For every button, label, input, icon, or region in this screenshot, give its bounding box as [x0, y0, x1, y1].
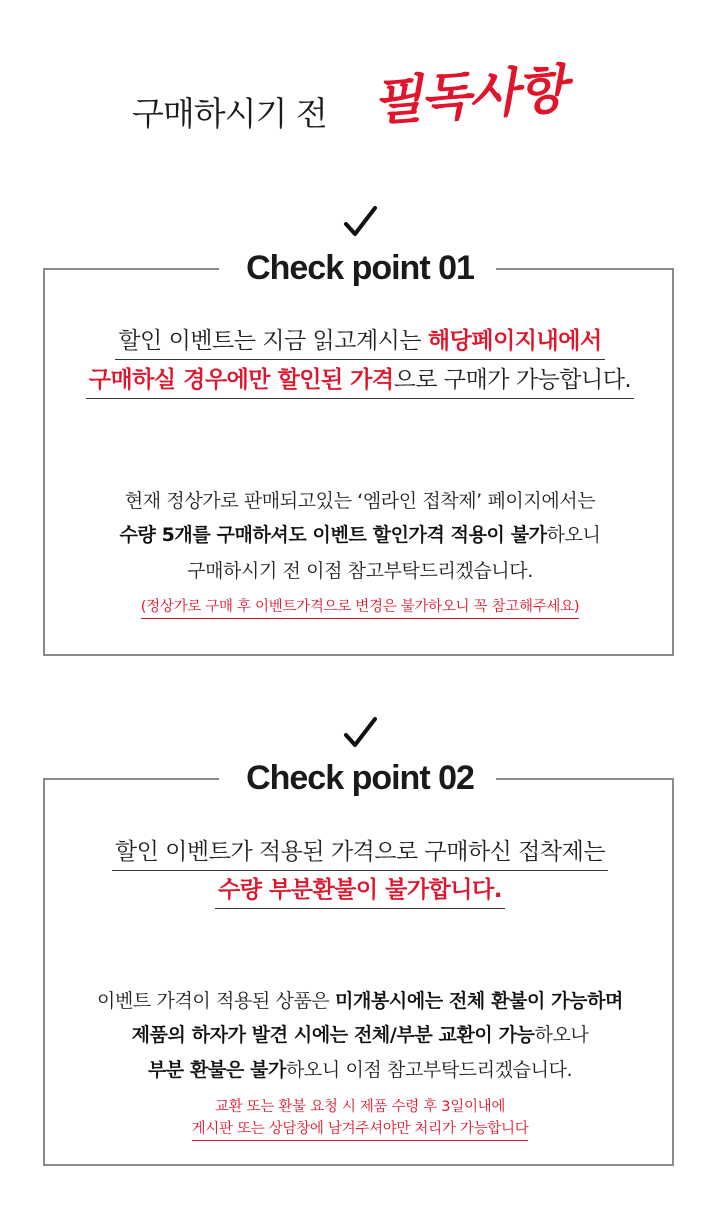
- checkmark-icon: [340, 713, 380, 753]
- note-text: (정상가로 구매 후 이벤트가격으로 변경은 불가하오니 꼭 참고해주세요): [141, 595, 579, 619]
- page-header: [0, 60, 720, 150]
- lead-underline: 할인 이벤트가 적용된 가격으로 구매하신 접착제는: [112, 833, 608, 871]
- checkmark-icon: [340, 202, 380, 242]
- note-line: [0, 595, 720, 619]
- header-title: 구매하시기 전: [132, 94, 327, 133]
- body-line: 수량 5개를 구매하셔도 이벤트 할인가격 적용이 불가하오니: [119, 524, 601, 546]
- lead-line: [0, 322, 720, 360]
- body-line: 제품의 하자가 발견 시에는 전체/부분 교환이 가능하오나: [131, 1024, 589, 1046]
- body-line: 부분 환불은 불가하오니 이점 참고부탁드리겠습니다.: [147, 1059, 573, 1081]
- lead-line: [0, 833, 720, 871]
- body-line: 현재 정상가로 판매되고있는 ‘엠라인 접착제’ 페이지에서는: [124, 490, 596, 512]
- note-line: [0, 1117, 720, 1141]
- section-title: Check point 02: [246, 759, 474, 797]
- body-bold: 부분 환불은 불가: [147, 1059, 286, 1081]
- lead-underline: 구매하실 경우에만 할인된 가격으로 구매가 가능합니다.: [86, 361, 635, 399]
- lead-highlight: 해당페이지내에서: [427, 328, 602, 354]
- body-bold: 미개봉시에는 전체 환불이 가능하며: [335, 990, 623, 1012]
- body-line: 구매하시기 전 이점 참고부탁드리겠습니다.: [187, 560, 533, 582]
- body-bold: 제품의 하자가 발견 시에는 전체/부분 교환이 가능: [131, 1024, 535, 1046]
- lead-line: [0, 361, 720, 399]
- body-bold: 수량 5개를 구매하셔도 이벤트 할인가격 적용이 불가: [119, 524, 547, 546]
- lead-highlight: 구매하실 경우에만: [88, 367, 278, 393]
- section-title: Check point 01: [246, 249, 474, 287]
- lead-highlight: 수량 부분환불이 불가합니다.: [215, 871, 505, 909]
- header-accent-title: 필독사항: [370, 58, 567, 133]
- lead-highlight: 할인된 가격: [277, 367, 394, 393]
- body-line: 이벤트 가격이 적용된 상품은 미개봉시에는 전체 환불이 가능하며: [97, 990, 623, 1012]
- note-line: 교환 또는 환불 요청 시 제품 수령 후 3일이내에: [214, 1099, 506, 1115]
- note-text: 게시판 또는 상담창에 남겨주셔야만 처리가 가능합니다: [192, 1117, 529, 1141]
- lead-line: [0, 871, 720, 909]
- lead-underline: 할인 이벤트는 지금 읽고계시는 해당페이지내에서: [115, 322, 604, 360]
